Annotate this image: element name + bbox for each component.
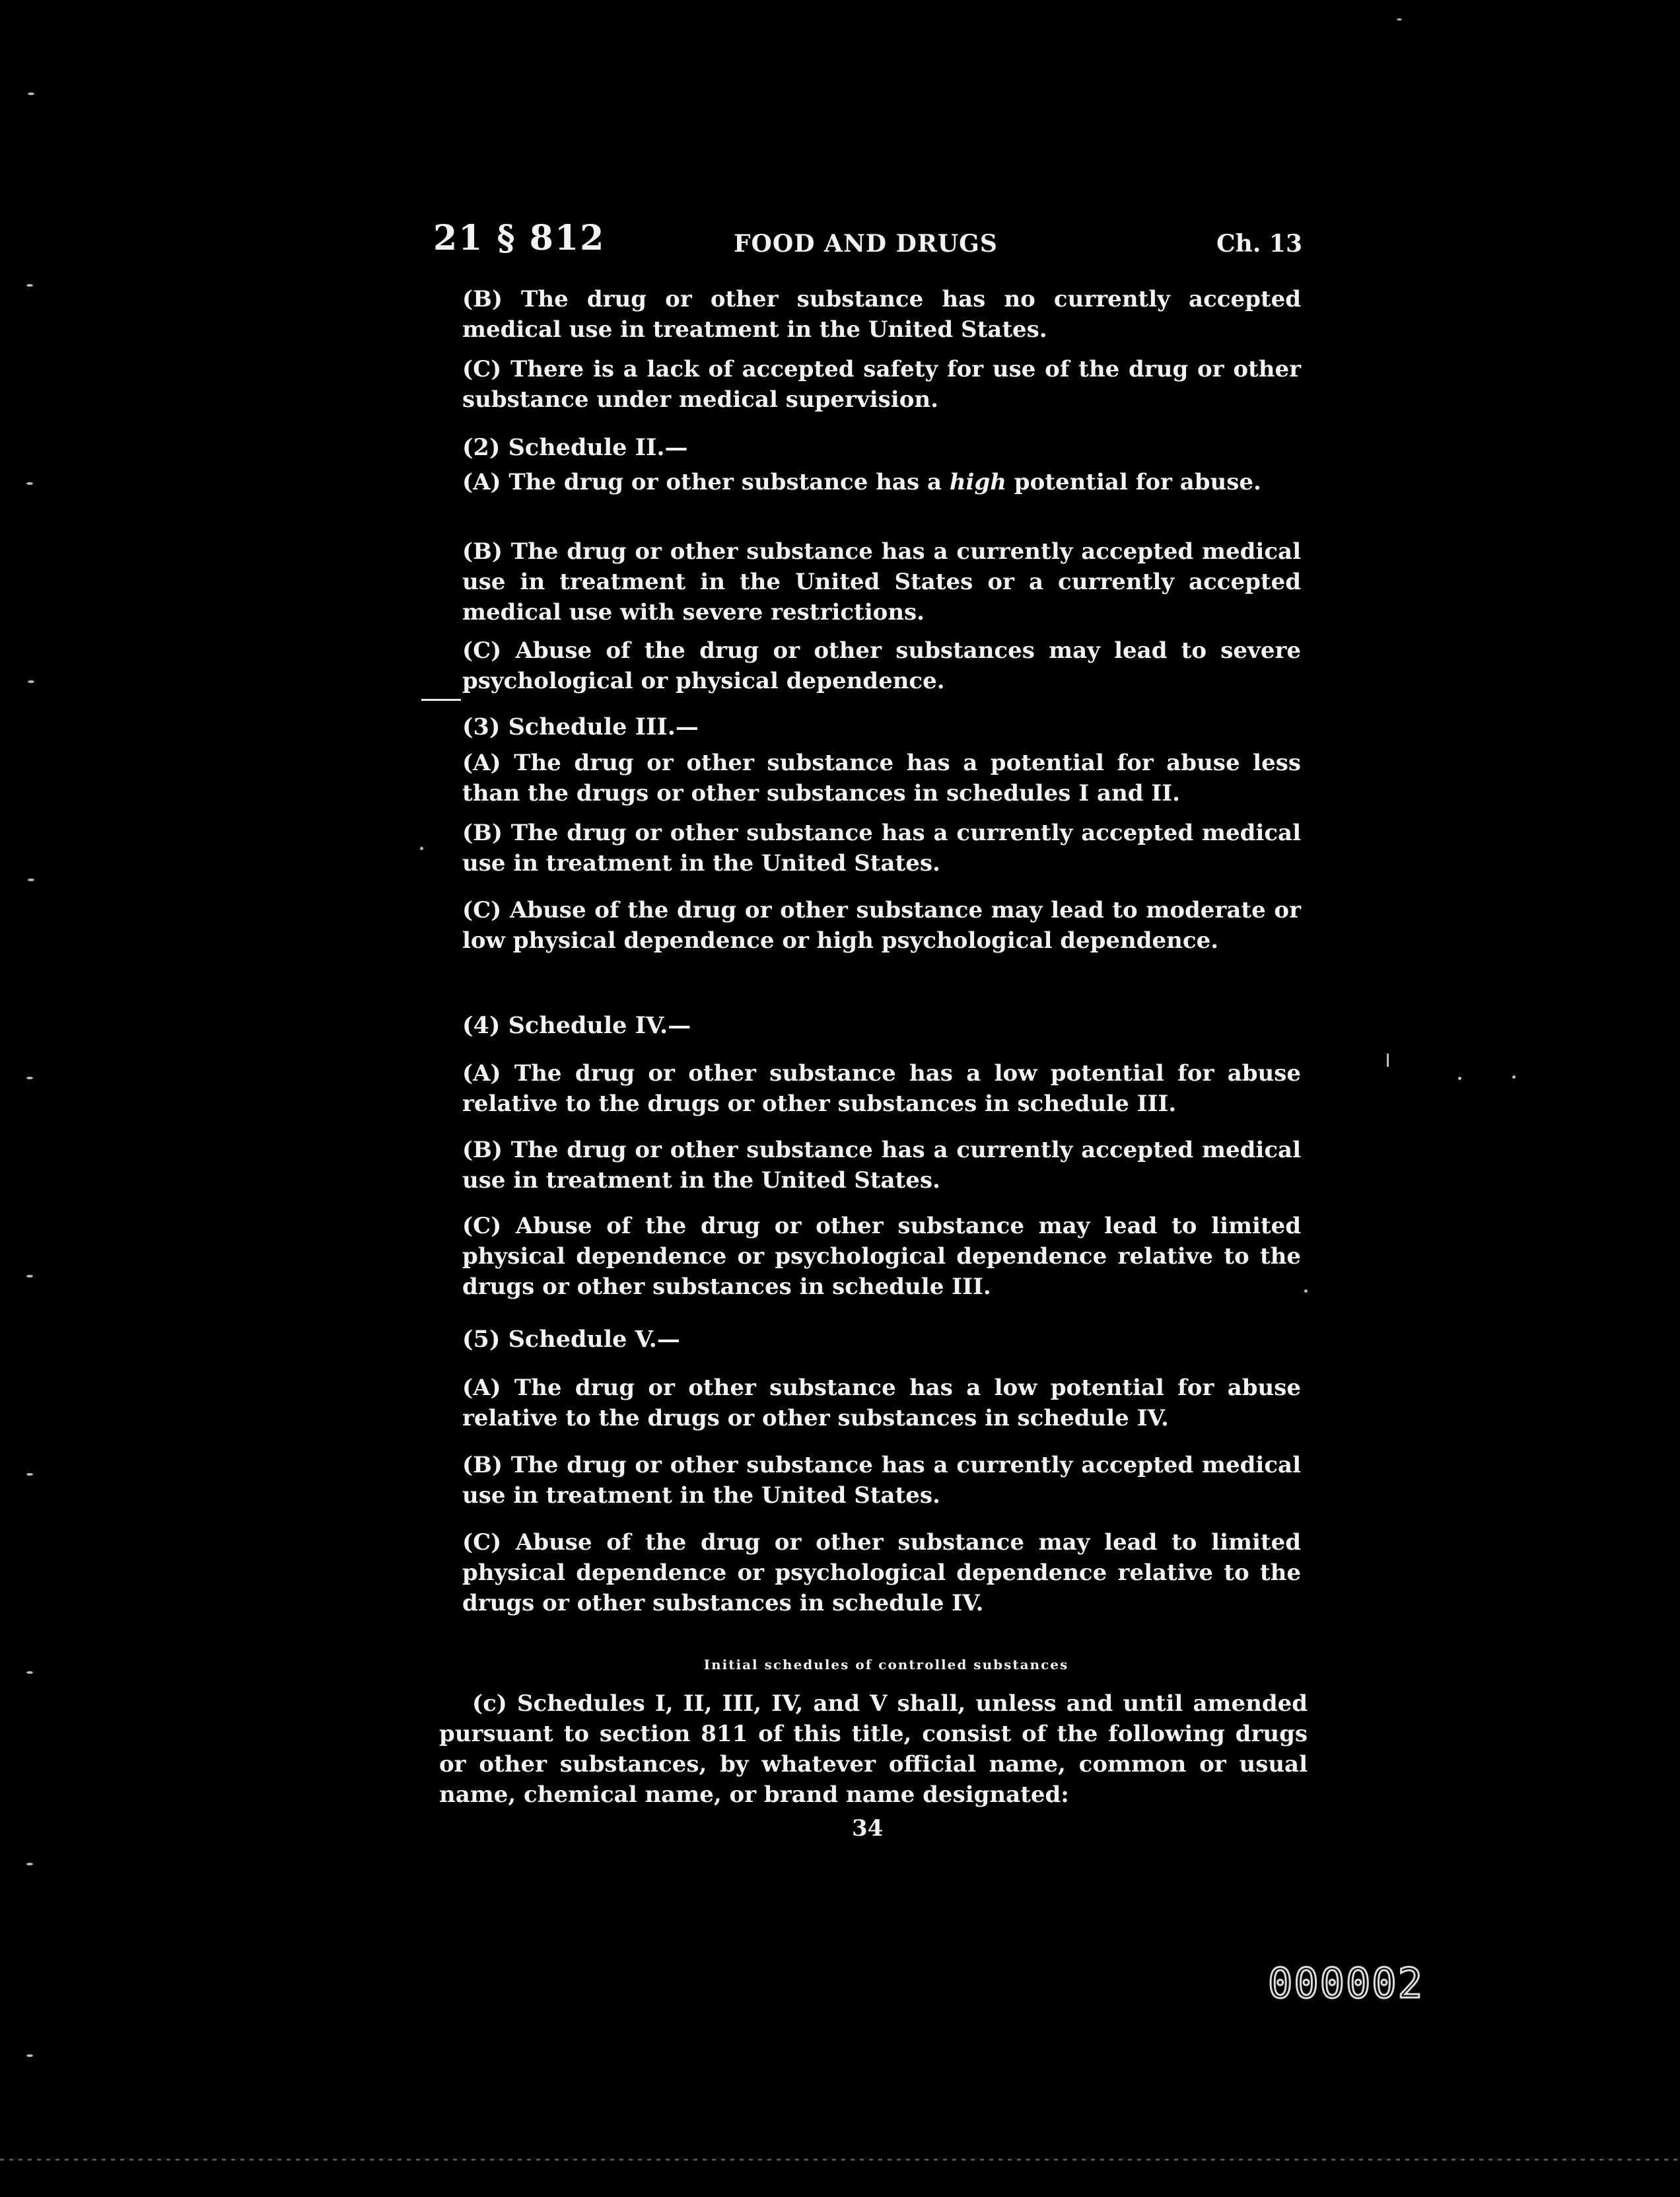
schedule-v-heading: (5) Schedule V.— [462,1326,680,1353]
subheading-text: Initial schedules of controlled substances [703,1657,1069,1673]
paragraph-s4-a: (A) The drug or other substance has a low potential for abuse relative to the drugs or other substances in schedule III. [462,1060,1301,1117]
paragraph-s1-b: (B) The drug or other substance has no currently accepted medical use in treatment in the United States. [462,286,1301,343]
paragraph-c: (c) Schedules I, II, III, IV, and V shall, unless and until amended pursuant to section 811 of this title, consist of the following drugs or other substances, by whatever official name, common or usual name, chemical name, or brand name designated: [439,1690,1308,1808]
chapter-label: Ch. 13 [1216,230,1302,258]
section-number: 21 § 812 [433,218,606,258]
paragraph-s5-a: (A) The drug or other substance has a low potential for abuse relative to the drugs or other substances in schedule IV. [462,1375,1301,1431]
bates-stamp: 000002 [1268,1959,1424,2007]
scan-speck [26,482,33,485]
scan-speck [26,2054,33,2057]
paragraph-s2-a [462,467,1301,497]
paragraph-s1-c: (C) There is a lack of accepted safety for use of the drug or other substance under medical supervision. [462,356,1301,413]
paragraph-s4-b: (B) The drug or other substance has a currently accepted medical use in treatment in the United States. [462,1137,1301,1194]
page-number: 34 [852,1815,884,1842]
schedule-ii-heading: (2) Schedule II.— [462,434,688,461]
s2-a-post: potential for abuse. [1006,469,1261,495]
scan-speck [1397,18,1402,20]
margin-mark [421,699,461,701]
scan-speck [26,1275,33,1278]
paragraph-s2-c: (C) Abuse of the drug or other substances may lead to severe psychological or physical dependence. [462,637,1301,694]
paragraph-s5-c: (C) Abuse of the drug or other substance may lead to limited physical dependence or psychological dependence relative to the drugs or other substances in schedule IV. [462,1529,1301,1616]
scan-speck [1387,1054,1389,1067]
paragraph-s2-b: (B) The drug or other substance has a currently accepted medical use in treatment in the United States or a currently accepted medical use with severe restrictions. [462,538,1301,626]
scan-speck [28,680,34,683]
scan-speck [420,847,423,850]
scan-speck [1512,1075,1516,1079]
section-subheading [0,1657,1680,1673]
paragraph-s3-c: (C) Abuse of the drug or other substance may lead to moderate or low physical dependence or high psychological dependence. [462,897,1301,954]
scan-speck [28,879,34,881]
scan-speck [26,1473,33,1476]
schedule-iv-heading: (4) Schedule IV.— [462,1012,691,1039]
scan-speck [26,1671,33,1674]
scan-speck [26,1863,33,1865]
scan-edge [0,2159,1680,2161]
scan-speck [26,1077,33,1079]
scan-speck [28,92,34,95]
s2-a-emphasis: high [949,469,1006,495]
paragraph-s3-a: (A) The drug or other substance has a potential for abuse less than the drugs or other substances in schedules I and II. [462,750,1301,807]
paragraph-s4-c: (C) Abuse of the drug or other substance may lead to limited physical dependence or psychological dependence relative to the drugs or other substances in schedule III. [462,1213,1301,1300]
scan-speck [26,284,33,287]
paragraph-s5-b: (B) The drug or other substance has a currently accepted medical use in treatment in the United States. [462,1452,1301,1509]
scan-speck [1304,1289,1308,1293]
paragraph-s3-b: (B) The drug or other substance has a currently accepted medical use in treatment in the United States. [462,820,1301,877]
header-title: FOOD AND DRUGS [734,230,998,258]
running-header [433,218,1302,271]
schedule-iii-heading: (3) Schedule III.— [462,713,699,740]
s2-a-pre: (A) The drug or other substance has a [462,469,950,495]
scan-speck [1458,1077,1461,1080]
